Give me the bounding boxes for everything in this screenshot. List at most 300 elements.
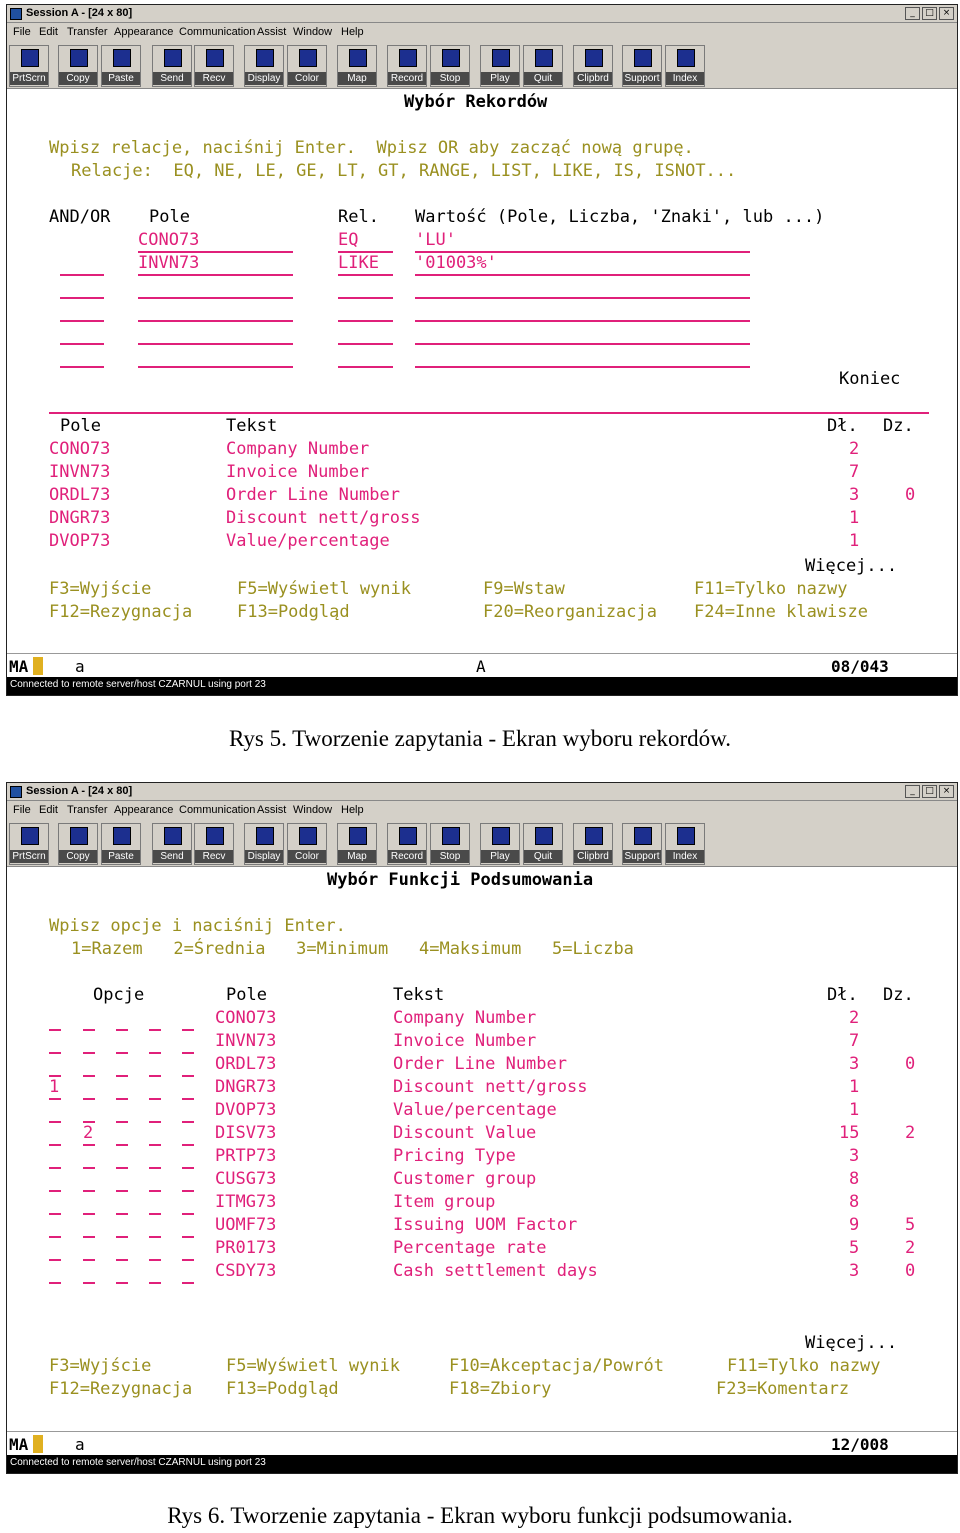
paste-button[interactable] — [101, 823, 141, 865]
value-input[interactable]: '01003%' — [415, 253, 497, 273]
tool-label: Paste — [102, 72, 140, 85]
connection-status: Connected to remote server/host CZARNUL using port 23 — [10, 1457, 266, 1468]
emulator-window-2 — [6, 782, 958, 1474]
more-indicator: Więcej... — [805, 1333, 898, 1353]
field-decimals: 2 — [905, 1238, 916, 1258]
field-underline — [415, 274, 750, 276]
field-length: 8 — [849, 1192, 860, 1212]
option-input-underline — [49, 1121, 61, 1123]
recv-button[interactable] — [194, 45, 234, 87]
figure-caption-1: Rys 5. Tworzenie zapytania - Ekran wyboru rekordów. — [228, 726, 732, 751]
option-input-underline — [149, 1052, 161, 1054]
option-input-underline — [49, 1190, 61, 1192]
tool-label: Clipbrd — [574, 72, 612, 85]
instruction-line: Wpisz relacje, naciśnij Enter. Wpisz OR aby zacząć nową grupę. — [49, 138, 694, 158]
field-text: Discount nett/gross — [226, 508, 421, 528]
status-A: A — [476, 657, 486, 676]
record-icon — [399, 49, 417, 67]
tool-label: Play — [481, 850, 519, 863]
field-length: 3 — [849, 1261, 860, 1281]
toolbar — [7, 43, 957, 89]
list-header-pole: Pole — [60, 416, 101, 436]
display-button[interactable] — [244, 45, 284, 87]
support-button[interactable] — [622, 823, 662, 865]
andor-input[interactable] — [60, 297, 104, 299]
option-input-underline — [116, 1052, 128, 1054]
option-input-underline — [182, 1098, 194, 1100]
field-text: Cash settlement days — [393, 1261, 598, 1281]
recv-button[interactable] — [194, 823, 234, 865]
index-icon — [677, 827, 695, 845]
option-input-underline — [49, 1052, 61, 1054]
field-name: PR0173 — [215, 1238, 277, 1258]
menu-communication[interactable]: Communication — [179, 26, 256, 38]
field-text: Value/percentage — [393, 1100, 557, 1120]
header-pole: Pole — [226, 985, 267, 1005]
record-button[interactable] — [387, 823, 427, 865]
option-input-underline — [182, 1075, 194, 1077]
option-input-underline — [182, 1029, 194, 1031]
field-decimals: 2 — [905, 1123, 916, 1143]
menu-file[interactable]: File — [13, 804, 31, 816]
andor-input[interactable] — [60, 366, 104, 368]
field-name: INVN73 — [215, 1031, 277, 1051]
option-input-underline — [83, 1075, 95, 1077]
menu-appearance[interactable]: Appearance — [114, 26, 174, 38]
quit-icon — [535, 49, 553, 67]
tool-label: Map — [338, 850, 376, 863]
color-icon — [299, 827, 317, 845]
field-name: CSDY73 — [215, 1261, 277, 1281]
option-input-underline — [49, 1259, 61, 1261]
header-andor: AND/OR — [49, 207, 111, 227]
field-text: Item group — [393, 1192, 496, 1212]
menu-file[interactable]: File — [13, 26, 31, 38]
andor-input[interactable] — [60, 320, 104, 322]
option-input-underline — [83, 1236, 95, 1238]
header-pole: Pole — [149, 207, 190, 227]
option-input-underline — [83, 1052, 95, 1054]
quit-button[interactable] — [523, 823, 563, 865]
field-length: 8 — [849, 1169, 860, 1189]
receive-icon — [206, 827, 224, 845]
field-text: Invoice Number — [393, 1031, 537, 1051]
menu-window[interactable]: Window — [293, 804, 333, 816]
header-rel: Rel. — [338, 207, 379, 227]
field-text: Discount nett/gross — [393, 1077, 588, 1097]
support-icon — [634, 827, 652, 845]
status-indicator — [33, 657, 43, 675]
field-decimals: 0 — [905, 485, 916, 505]
andor-input[interactable] — [60, 274, 104, 276]
more-indicator: Więcej... — [805, 556, 898, 576]
field-length: 3 — [849, 1146, 860, 1166]
option-input-underline — [116, 1213, 128, 1215]
cursor-position: 12/008 — [831, 1435, 889, 1454]
option-input-underline — [49, 1213, 61, 1215]
menu-communication[interactable]: Communication — [179, 804, 256, 816]
option-input-underline — [182, 1052, 194, 1054]
option-input-underline — [149, 1167, 161, 1169]
rel-input[interactable]: LIKE — [338, 253, 379, 273]
stop-button[interactable] — [430, 45, 470, 87]
field-length: 2 — [849, 439, 860, 459]
fkey-f13[interactable]: F13=Podgląd — [226, 1379, 339, 1399]
menu-bar — [7, 23, 957, 43]
copy-icon — [70, 827, 88, 845]
send-button[interactable] — [152, 45, 192, 87]
value-input[interactable]: 'LU' — [415, 230, 456, 250]
record-icon — [399, 827, 417, 845]
option-input-underline — [149, 1282, 161, 1284]
pole-input[interactable] — [138, 320, 293, 322]
option-input-underline — [116, 1167, 128, 1169]
option-input-underline — [116, 1121, 128, 1123]
copy-icon — [70, 49, 88, 67]
field-text: Invoice Number — [226, 462, 370, 482]
option-input[interactable]: 2 — [83, 1123, 94, 1143]
option-input-underline — [116, 1259, 128, 1261]
fkey-f12[interactable]: F12=Rezygnacja — [49, 602, 193, 622]
toolbar — [7, 821, 957, 867]
window-title: Session A - [24 x 80] — [26, 7, 133, 19]
menu-help[interactable]: Help — [341, 804, 364, 816]
field-name: INVN73 — [49, 462, 111, 482]
rel-input[interactable] — [338, 366, 393, 368]
value-input[interactable] — [415, 320, 750, 322]
tool-label: Support — [624, 851, 660, 862]
field-text: Order Line Number — [393, 1054, 567, 1074]
play-button[interactable] — [480, 823, 520, 865]
emulator-window-1 — [6, 4, 958, 696]
option-input-underline — [116, 1236, 128, 1238]
option-input-underline — [116, 1282, 128, 1284]
field-name: ORDL73 — [215, 1054, 277, 1074]
tool-label: Copy — [59, 72, 97, 85]
display-button[interactable] — [244, 823, 284, 865]
tool-label: Index — [666, 850, 704, 863]
field-name: CUSG73 — [215, 1169, 277, 1189]
option-input-underline — [83, 1259, 95, 1261]
clipbrd-button[interactable] — [573, 823, 613, 865]
tool-label: Record — [388, 850, 426, 863]
option-input-underline — [83, 1282, 95, 1284]
menu-transfer[interactable]: Transfer — [67, 26, 108, 38]
fkey-f11[interactable]: F11=Tylko nazwy — [727, 1356, 881, 1376]
field-name: DVOP73 — [215, 1100, 277, 1120]
title-bar — [7, 783, 957, 801]
receive-icon — [206, 49, 224, 67]
field-length: 7 — [849, 1031, 860, 1051]
option-input-underline — [149, 1075, 161, 1077]
menu-assist[interactable]: Assist — [257, 26, 287, 38]
fkey-f13[interactable]: F13=Podgląd — [237, 602, 350, 622]
menu-transfer[interactable]: Transfer — [67, 804, 108, 816]
field-decimals: 0 — [905, 1261, 916, 1281]
cursor-position: 08/043 — [831, 657, 889, 676]
field-underline — [138, 274, 293, 276]
rel-input[interactable] — [338, 297, 393, 299]
connection-bar — [7, 677, 957, 695]
value-input[interactable] — [415, 366, 750, 368]
status-a: a — [75, 1435, 85, 1454]
tool-label: Index — [666, 72, 704, 85]
close-icon[interactable]: × — [939, 785, 954, 798]
option-input-underline — [83, 1167, 95, 1169]
connection-bar — [7, 1455, 957, 1473]
field-length: 1 — [849, 508, 860, 528]
stop-button[interactable] — [430, 823, 470, 865]
option-input-underline — [182, 1259, 194, 1261]
color-icon — [299, 49, 317, 67]
tool-label: Send — [153, 72, 191, 85]
menu-edit[interactable]: Edit — [39, 804, 58, 816]
play-button[interactable] — [480, 45, 520, 87]
list-header-tekst: Tekst — [226, 416, 278, 436]
display-icon — [256, 827, 274, 845]
field-text: Percentage rate — [393, 1238, 547, 1258]
index-button[interactable] — [665, 823, 705, 865]
option-input-underline — [83, 1190, 95, 1192]
index-button[interactable] — [665, 45, 705, 87]
value-input[interactable] — [415, 343, 750, 345]
stop-icon — [442, 49, 460, 67]
connection-status: Connected to remote server/host CZARNUL using port 23 — [10, 679, 266, 690]
menu-appearance[interactable]: Appearance — [114, 804, 174, 816]
fkey-f5[interactable]: F5=Wyświetl wynik — [237, 579, 411, 599]
color-button[interactable] — [287, 45, 327, 87]
field-name: DISV73 — [215, 1123, 277, 1143]
field-text: Pricing Type — [393, 1146, 516, 1166]
printer-icon — [21, 49, 39, 67]
tool-label: Quit — [524, 72, 562, 85]
option-input-underline — [149, 1098, 161, 1100]
header-value: Wartość (Pole, Liczba, 'Znaki', lub ...) — [415, 207, 825, 227]
paste-button[interactable] — [101, 45, 141, 87]
instruction-line: Wpisz opcje i naciśnij Enter. — [49, 916, 346, 936]
fkey-f11[interactable]: F11=Tylko nazwy — [694, 579, 848, 599]
field-text: Order Line Number — [226, 485, 400, 505]
option-input-underline — [116, 1144, 128, 1146]
menu-edit[interactable]: Edit — [39, 26, 58, 38]
option-input-underline — [149, 1259, 161, 1261]
field-text: Company Number — [226, 439, 370, 459]
stop-icon — [442, 827, 460, 845]
option-input-underline — [49, 1236, 61, 1238]
map-button[interactable] — [337, 45, 377, 87]
option-input-underline — [116, 1098, 128, 1100]
field-length: 2 — [849, 1008, 860, 1028]
separator — [49, 412, 929, 414]
field-name: CONO73 — [49, 439, 111, 459]
color-button[interactable] — [287, 823, 327, 865]
copy-button[interactable] — [58, 45, 98, 87]
prtscrn-button[interactable] — [9, 45, 49, 87]
value-input[interactable] — [415, 297, 750, 299]
field-length: 3 — [849, 1054, 860, 1074]
tool-label: Color — [288, 72, 326, 85]
option-input-underline — [49, 1098, 61, 1100]
field-text: Discount Value — [393, 1123, 537, 1143]
field-length: 1 — [849, 1100, 860, 1120]
menu-window[interactable]: Window — [293, 26, 333, 38]
copy-button[interactable] — [58, 823, 98, 865]
field-text: Customer group — [393, 1169, 537, 1189]
option-input-underline — [182, 1190, 194, 1192]
record-button[interactable] — [387, 45, 427, 87]
option-input-underline — [49, 1282, 61, 1284]
field-length: 1 — [849, 1077, 860, 1097]
field-length: 15 — [839, 1123, 860, 1143]
option-input-underline — [116, 1029, 128, 1031]
tool-label: Send — [153, 850, 191, 863]
quit-button[interactable] — [523, 45, 563, 87]
field-text: Value/percentage — [226, 531, 390, 551]
title-bar — [7, 5, 957, 23]
option-input-underline — [149, 1121, 161, 1123]
andor-input[interactable] — [60, 343, 104, 345]
option-input-underline — [149, 1144, 161, 1146]
option-input-underline — [49, 1167, 61, 1169]
field-length: 7 — [849, 462, 860, 482]
field-name: DVOP73 — [49, 531, 111, 551]
header-opcje: Opcje — [93, 985, 145, 1005]
fkey-f9[interactable]: F9=Wstaw — [483, 579, 565, 599]
index-icon — [677, 49, 695, 67]
clipbrd-button[interactable] — [573, 45, 613, 87]
minimize-icon[interactable]: _ — [905, 785, 920, 798]
fkey-f3[interactable]: F3=Wyjście — [49, 579, 152, 599]
pole-input[interactable]: INVN73 — [138, 253, 200, 273]
option-input-underline — [182, 1144, 194, 1146]
pole-input[interactable] — [138, 343, 293, 345]
app-icon — [10, 786, 22, 798]
play-icon — [492, 827, 510, 845]
rel-input[interactable] — [338, 343, 393, 345]
fkey-f10[interactable]: F10=Akceptacja/Powrót — [449, 1356, 664, 1376]
play-icon — [492, 49, 510, 67]
rel-input[interactable] — [338, 320, 393, 322]
field-name: PRTP73 — [215, 1146, 277, 1166]
maximize-icon[interactable]: □ — [922, 785, 937, 798]
tool-label: Stop — [431, 72, 469, 85]
close-icon[interactable]: × — [939, 7, 954, 20]
paste-icon — [113, 827, 131, 845]
quit-icon — [535, 827, 553, 845]
option-input-underline — [83, 1213, 95, 1215]
prtscrn-button[interactable] — [9, 823, 49, 865]
fkey-f12[interactable]: F12=Rezygnacja — [49, 1379, 193, 1399]
option-input-underline — [182, 1167, 194, 1169]
field-name: CONO73 — [215, 1008, 277, 1028]
field-name: DNGR73 — [49, 508, 111, 528]
option-input-underline — [116, 1190, 128, 1192]
window-title: Session A - [24 x 80] — [26, 785, 133, 797]
tool-label: Play — [481, 72, 519, 85]
minimize-icon[interactable]: _ — [905, 7, 920, 20]
tool-label: Map — [338, 72, 376, 85]
field-text: Issuing UOM Factor — [393, 1215, 578, 1235]
field-length: 3 — [849, 485, 860, 505]
status-mode: MA — [9, 1435, 29, 1454]
field-underline — [338, 274, 393, 276]
app-icon — [10, 8, 22, 20]
send-icon — [164, 827, 182, 845]
menu-help[interactable]: Help — [341, 26, 364, 38]
field-name: DNGR73 — [215, 1077, 277, 1097]
figure-caption-2: Rys 6. Tworzenie zapytania - Ekran wyboru funkcji podsumowania. — [167, 1503, 793, 1528]
header-dl: Dł. — [827, 985, 858, 1005]
send-button[interactable] — [152, 823, 192, 865]
koniec-label: Koniec — [839, 369, 901, 389]
list-header-dl: Dł. — [827, 416, 858, 436]
menu-assist[interactable]: Assist — [257, 804, 287, 816]
tool-label: Clipbrd — [574, 850, 612, 863]
fkey-f5[interactable]: F5=Wyświetl wynik — [226, 1356, 400, 1376]
clipboard-icon — [585, 49, 603, 67]
map-button[interactable] — [337, 823, 377, 865]
tool-label: Display — [245, 72, 283, 85]
fkey-f20[interactable]: F20=Reorganizacja — [483, 602, 657, 622]
tool-label: Record — [388, 72, 426, 85]
fkey-f3[interactable]: F3=Wyjście — [49, 1356, 152, 1376]
pole-input[interactable] — [138, 366, 293, 368]
tool-label: Display — [245, 850, 283, 863]
fkey-f23[interactable]: F23=Komentarz — [716, 1379, 850, 1399]
tool-label: Quit — [524, 850, 562, 863]
field-length: 1 — [849, 531, 860, 551]
pole-input[interactable]: CONO73 — [138, 230, 200, 250]
pole-input[interactable] — [138, 297, 293, 299]
option-input-underline — [182, 1121, 194, 1123]
field-name: ORDL73 — [49, 485, 111, 505]
page-title: Wybór Funkcji Podsumowania — [327, 870, 594, 890]
list-header-dz: Dz. — [883, 416, 914, 436]
option-input-underline — [182, 1213, 194, 1215]
option-input-underline — [83, 1029, 95, 1031]
field-name: ITMG73 — [215, 1192, 277, 1212]
clipboard-icon — [585, 827, 603, 845]
maximize-icon[interactable]: □ — [922, 7, 937, 20]
fkey-f18[interactable]: F18=Zbiory — [449, 1379, 552, 1399]
tool-label: Recv — [195, 850, 233, 863]
option-input[interactable]: 1 — [49, 1077, 60, 1097]
option-input-underline — [182, 1282, 194, 1284]
fkey-f24[interactable]: F24=Inne klawisze — [694, 602, 868, 622]
field-length: 5 — [849, 1238, 860, 1258]
paste-icon — [113, 49, 131, 67]
option-input-underline — [83, 1144, 95, 1146]
menu-bar — [7, 801, 957, 821]
tool-label: Copy — [59, 850, 97, 863]
status-indicator — [33, 1435, 43, 1453]
option-input-underline — [149, 1236, 161, 1238]
support-button[interactable] — [622, 45, 662, 87]
printer-icon — [21, 827, 39, 845]
relations-line: Relacje: EQ, NE, LE, GE, LT, GT, RANGE, LIST, LIKE, IS, ISNOT... — [71, 161, 737, 181]
tool-label: PrtScrn — [10, 850, 48, 863]
rel-input[interactable]: EQ — [338, 230, 359, 250]
status-mode: MA — [9, 657, 29, 676]
options-legend: 1=Razem 2=Średnia 3=Minimum 4=Maksimum 5=Liczba — [71, 939, 634, 959]
tool-label: Paste — [102, 850, 140, 863]
status-bar — [7, 653, 957, 677]
support-icon — [634, 49, 652, 67]
option-input-underline — [116, 1075, 128, 1077]
option-input-underline — [83, 1098, 95, 1100]
map-icon — [349, 827, 367, 845]
page-title: Wybór Rekordów — [404, 92, 548, 112]
